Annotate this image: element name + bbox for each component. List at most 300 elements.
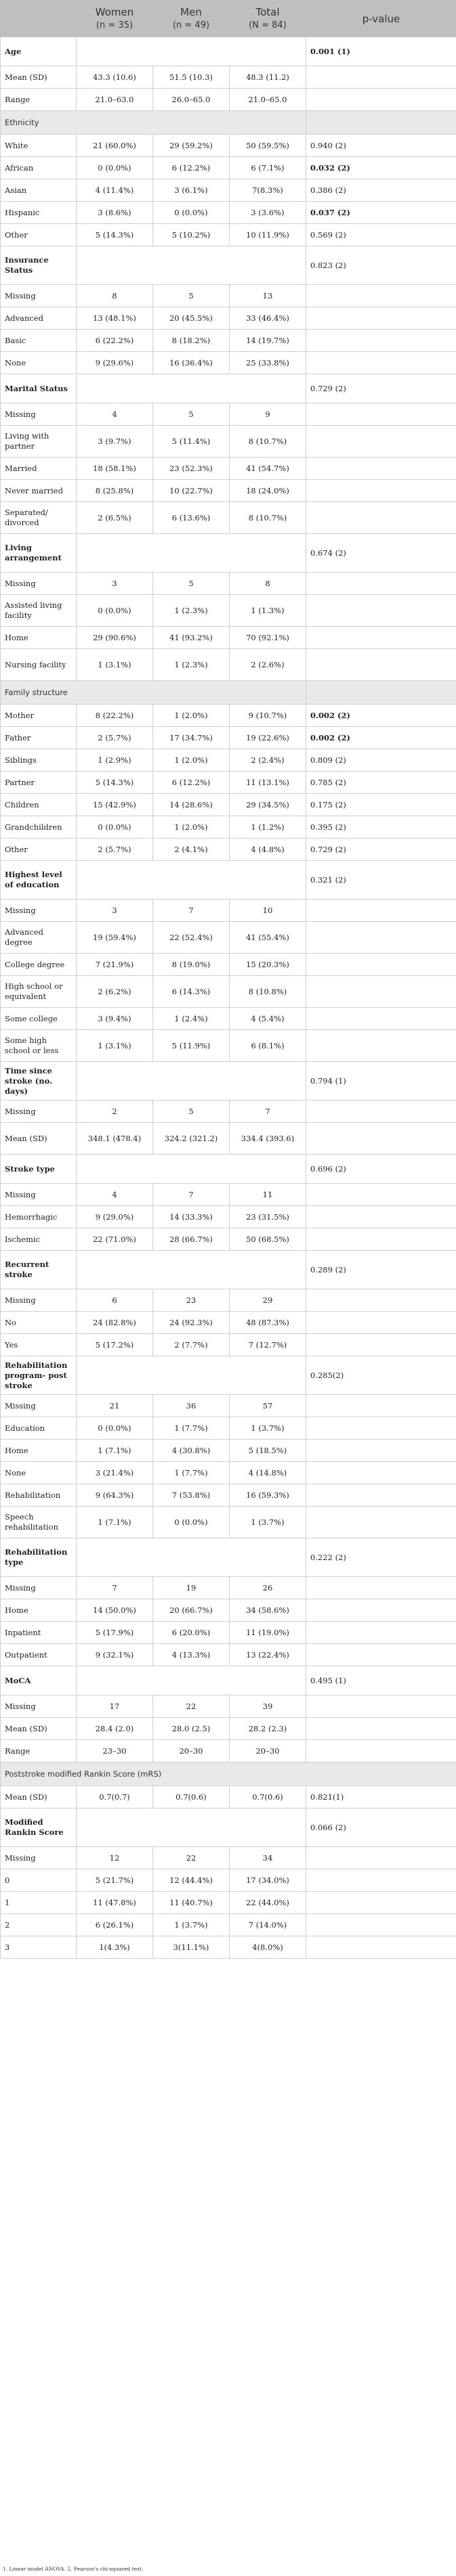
table-row [1, 1184, 456, 1206]
women-value: 1 (7.1%) [77, 1440, 153, 1462]
category-label: Missing [1, 1577, 77, 1599]
p-value-cell: 0.285(2) [306, 1356, 456, 1395]
women-value: 15 (42.9%) [77, 794, 153, 816]
p-value-cell: 0.823 (2) [306, 246, 456, 285]
subheader-row [1, 1251, 456, 1289]
category-label: Mean (SD) [1, 1123, 77, 1155]
women-value: 28.4 (2.0) [77, 1718, 153, 1740]
total-value: 8 (10.7%) [230, 426, 306, 458]
women-value: 6 (26.1%) [77, 1914, 153, 1936]
women-value: 3 (9.4%) [77, 1008, 153, 1030]
men-value: 14 (28.6%) [153, 794, 230, 816]
p-value-cell [306, 1462, 456, 1484]
men-value: 1 (2.0%) [153, 816, 230, 839]
women-value: 1 (3.1%) [77, 1030, 153, 1062]
table-row [1, 1462, 456, 1484]
women-value: 348.1 (478.4) [77, 1123, 153, 1155]
subheader-row [1, 1666, 456, 1695]
variable-label: Living arrangement [1, 534, 77, 573]
men-value: 5 [153, 573, 230, 595]
women-value: 24 (82.8%) [77, 1312, 153, 1334]
p-value-cell [306, 1936, 456, 1959]
table-row [1, 330, 456, 352]
women-value: 3 [77, 900, 153, 922]
total-value: 6 (7.1%) [230, 157, 306, 179]
header-men [153, 1, 230, 37]
total-value: 22 (44.0%) [230, 1892, 306, 1914]
table-row [1, 1622, 456, 1644]
table-row [1, 749, 456, 772]
men-value: 7 [153, 1184, 230, 1206]
men-value: 1 (2.0%) [153, 749, 230, 772]
table-row [1, 1599, 456, 1622]
p-value-cell [306, 480, 456, 502]
variable-label: Stroke type [1, 1155, 77, 1184]
total-value: 8 (10.8%) [230, 976, 306, 1008]
p-value-cell: 0.696 (2) [306, 1155, 456, 1184]
women-value: 3 (8.6%) [77, 202, 153, 224]
p-value-cell [306, 1507, 456, 1538]
p-value-cell [306, 1289, 456, 1312]
men-value: 5 (11.9%) [153, 1030, 230, 1062]
men-value: 0 (0.0%) [153, 1507, 230, 1538]
category-label: Rehabilitation [1, 1484, 77, 1507]
subheader-row [1, 1808, 456, 1847]
p-value-cell [306, 1030, 456, 1062]
p-value-cell [306, 352, 456, 374]
men-value: 14 (33.3%) [153, 1206, 230, 1228]
men-value: 16 (36.4%) [153, 352, 230, 374]
category-label: Range [1, 1740, 77, 1762]
header-blank [1, 1, 77, 37]
variable-label: Insurance Status [1, 246, 77, 285]
men-value: 2 (4.1%) [153, 839, 230, 861]
p-value-cell: 0.940 (2) [306, 135, 456, 157]
p-value-cell [306, 900, 456, 922]
total-value: 1 (1.3%) [230, 595, 306, 627]
women-value: 12 [77, 1847, 153, 1869]
p-value-cell [306, 307, 456, 330]
table-row [1, 1030, 456, 1062]
women-value: 3 (9.7%) [77, 426, 153, 458]
p-value-cell [306, 1740, 456, 1762]
women-value: 1 (2.9%) [77, 749, 153, 772]
table-row [1, 1644, 456, 1666]
table-row [1, 179, 456, 202]
total-value: 17 (34.0%) [230, 1869, 306, 1892]
total-value: 0.7(0.6) [230, 1786, 306, 1808]
p-value-cell [306, 458, 456, 480]
women-value: 5 (14.3%) [77, 224, 153, 246]
category-label: 1 [1, 1892, 77, 1914]
category-label: Missing [1, 285, 77, 307]
p-value-cell [306, 1206, 456, 1228]
table-row [1, 1334, 456, 1356]
category-label: None [1, 1462, 77, 1484]
variable-label: Rehabilitation type [1, 1538, 77, 1577]
header-women-label: Women [95, 5, 134, 18]
total-value: 13 (22.4%) [230, 1644, 306, 1666]
table-row [1, 1869, 456, 1892]
total-value: 6 (8.1%) [230, 1030, 306, 1062]
category-label: Inpatient [1, 1622, 77, 1644]
subheader-row [1, 37, 456, 66]
men-value: 6 (20.0%) [153, 1622, 230, 1644]
category-label: Missing [1, 573, 77, 595]
men-value: 1 (2.3%) [153, 649, 230, 681]
section-label: Ethnicity [1, 111, 306, 135]
p-value-cell: 0.729 (2) [306, 374, 456, 403]
section-label: Family structure [1, 681, 306, 705]
men-value: 29 (59.2%) [153, 135, 230, 157]
men-value: 1 (7.7%) [153, 1462, 230, 1484]
p-value-cell [306, 1869, 456, 1892]
p-value-cell: 0.821(1) [306, 1786, 456, 1808]
category-label: Separated/ divorced [1, 502, 77, 534]
p-value-cell: 0.569 (2) [306, 224, 456, 246]
total-value: 48.3 (11.2) [230, 66, 306, 89]
variable-label: MoCA [1, 1666, 77, 1695]
men-value: 4 (30.8%) [153, 1440, 230, 1462]
men-value: 5 (10.2%) [153, 224, 230, 246]
subheader-row [1, 1062, 456, 1101]
p-value-cell [306, 66, 456, 89]
women-value: 13 (48.1%) [77, 307, 153, 330]
women-value: 7 [77, 1577, 153, 1599]
p-value-cell: 0.032 (2) [306, 157, 456, 179]
p-value-cell [306, 1847, 456, 1869]
variable-label: Highest level of education [1, 861, 77, 900]
p-value-cell [306, 681, 456, 705]
total-value: 11 (13.1%) [230, 772, 306, 794]
table-row [1, 1417, 456, 1440]
category-label: Father [1, 727, 77, 749]
category-label: Grandchildren [1, 816, 77, 839]
total-value: 18 (24.0%) [230, 480, 306, 502]
category-label: Missing [1, 1101, 77, 1123]
women-value: 0 (0.0%) [77, 1417, 153, 1440]
men-value: 1 (3.7%) [153, 1914, 230, 1936]
p-value-cell [306, 285, 456, 307]
table-row [1, 922, 456, 954]
p-value-cell: 0.175 (2) [306, 794, 456, 816]
p-value-cell [306, 1695, 456, 1718]
p-value-cell [306, 1914, 456, 1936]
blank-cell [77, 1808, 306, 1847]
men-value: 0 (0.0%) [153, 202, 230, 224]
table-row [1, 816, 456, 839]
p-value-cell: 0.002 (2) [306, 727, 456, 749]
blank-cell [77, 1356, 306, 1395]
total-value: 4 (4.8%) [230, 839, 306, 861]
table-header-row [1, 1, 456, 37]
category-label: Hemorrhagic [1, 1206, 77, 1228]
p-value-cell [306, 1892, 456, 1914]
total-value: 28.2 (2.3) [230, 1718, 306, 1740]
men-value: 28.0 (2.5) [153, 1718, 230, 1740]
variable-label: Marital Status [1, 374, 77, 403]
total-value: 34 [230, 1847, 306, 1869]
table-footnote: 1. Linear model ANOVA. 2. Pearson's chi-squared test. [3, 2566, 144, 2572]
total-value: 7(8.3%) [230, 179, 306, 202]
men-value: 3(11.1%) [153, 1936, 230, 1959]
subheader-row [1, 861, 456, 900]
table-row [1, 1740, 456, 1762]
category-label: High school or equivalent [1, 976, 77, 1008]
total-value: 334.4 (393.6) [230, 1123, 306, 1155]
table-row [1, 458, 456, 480]
category-label: 2 [1, 1914, 77, 1936]
women-value: 14 (50.0%) [77, 1599, 153, 1622]
variable-label: Rehabilitation program- post stroke [1, 1356, 77, 1395]
table-row [1, 976, 456, 1008]
women-value: 21 [77, 1395, 153, 1417]
women-value: 4 [77, 403, 153, 426]
header-men-label: Men [180, 5, 202, 18]
category-label: Never married [1, 480, 77, 502]
p-value-cell [306, 1440, 456, 1462]
p-value-cell [306, 502, 456, 534]
women-value: 0 (0.0%) [77, 595, 153, 627]
table-row [1, 573, 456, 595]
men-value: 6 (13.6%) [153, 502, 230, 534]
table-row [1, 1695, 456, 1718]
men-value: 8 (19.0%) [153, 954, 230, 976]
women-value: 2 (5.7%) [77, 839, 153, 861]
category-label: 0 [1, 1869, 77, 1892]
total-value: 7 (12.7%) [230, 1334, 306, 1356]
table-row [1, 1718, 456, 1740]
men-value: 20 (66.7%) [153, 1599, 230, 1622]
men-value: 8 (18.2%) [153, 330, 230, 352]
category-label: Yes [1, 1334, 77, 1356]
category-label: Missing [1, 900, 77, 922]
total-value: 29 (34.5%) [230, 794, 306, 816]
total-value: 1 (3.7%) [230, 1417, 306, 1440]
men-value: 6 (12.2%) [153, 772, 230, 794]
men-value: 6 (14.3%) [153, 976, 230, 1008]
p-value-cell [306, 1622, 456, 1644]
p-value-cell: 0.222 (2) [306, 1538, 456, 1577]
category-label: 3 [1, 1936, 77, 1959]
total-value: 50 (68.5%) [230, 1228, 306, 1251]
women-value: 2 (6.2%) [77, 976, 153, 1008]
table-row [1, 727, 456, 749]
men-value: 4 (13.3%) [153, 1644, 230, 1666]
p-value-cell [306, 426, 456, 458]
section-label: Poststroke modified Rankin Score (mRS) [1, 1762, 456, 1786]
category-label: Mean (SD) [1, 1718, 77, 1740]
women-value: 8 (22.2%) [77, 705, 153, 727]
women-value: 17 [77, 1695, 153, 1718]
category-label: Children [1, 794, 77, 816]
variable-label: Recurrent stroke [1, 1251, 77, 1289]
total-value: 23 (31.5%) [230, 1206, 306, 1228]
men-value: 23 [153, 1289, 230, 1312]
category-label: Asian [1, 179, 77, 202]
men-value: 5 [153, 285, 230, 307]
women-value: 7 (21.9%) [77, 954, 153, 976]
women-value: 4 [77, 1184, 153, 1206]
women-value: 21.0–63.0 [77, 89, 153, 111]
men-value: 7 (53.8%) [153, 1484, 230, 1507]
category-label: Speech rehabilitation [1, 1507, 77, 1538]
table-row [1, 1892, 456, 1914]
table-body [1, 37, 456, 1959]
men-value: 1 (7.7%) [153, 1417, 230, 1440]
category-label: Mean (SD) [1, 66, 77, 89]
p-value-cell [306, 1312, 456, 1334]
table-row [1, 900, 456, 922]
category-label: Missing [1, 1289, 77, 1312]
women-value: 4 (11.4%) [77, 179, 153, 202]
p-value-cell [306, 1008, 456, 1030]
total-value: 5 (18.5%) [230, 1440, 306, 1462]
category-label: Hispanic [1, 202, 77, 224]
header-total [230, 1, 306, 37]
category-label: Nursing facility [1, 649, 77, 681]
total-value: 8 (10.7%) [230, 502, 306, 534]
table-row [1, 403, 456, 426]
table-row [1, 1289, 456, 1312]
blank-cell [77, 1666, 306, 1695]
category-label: Missing [1, 1847, 77, 1869]
men-value: 22 (52.4%) [153, 922, 230, 954]
men-value: 2 (7.7%) [153, 1334, 230, 1356]
women-value: 0 (0.0%) [77, 816, 153, 839]
table-row [1, 66, 456, 89]
men-value: 1 (2.4%) [153, 1008, 230, 1030]
total-value: 20–30 [230, 1740, 306, 1762]
total-value: 4(8.0%) [230, 1936, 306, 1959]
women-value: 5 (17.2%) [77, 1334, 153, 1356]
women-value: 0 (0.0%) [77, 157, 153, 179]
category-label: Ischemic [1, 1228, 77, 1251]
men-value: 5 (11.4%) [153, 426, 230, 458]
table-row [1, 1914, 456, 1936]
table-row [1, 426, 456, 458]
p-value-cell [306, 403, 456, 426]
p-value-cell [306, 649, 456, 681]
total-value: 70 (92.1%) [230, 627, 306, 649]
men-value: 10 (22.7%) [153, 480, 230, 502]
men-value: 41 (93.2%) [153, 627, 230, 649]
blank-cell [77, 374, 306, 403]
subheader-row [1, 1155, 456, 1184]
women-value: 43.3 (10.6) [77, 66, 153, 89]
category-label: Partner [1, 772, 77, 794]
total-value: 29 [230, 1289, 306, 1312]
p-value-cell [306, 976, 456, 1008]
table-row [1, 627, 456, 649]
table-row [1, 1008, 456, 1030]
p-value-cell [306, 1123, 456, 1155]
header-women [77, 1, 153, 37]
men-value: 5 [153, 403, 230, 426]
section-header-row [1, 681, 456, 705]
men-value: 11 (40.7%) [153, 1892, 230, 1914]
total-value: 7 (14.0%) [230, 1914, 306, 1936]
total-value: 1 (3.7%) [230, 1507, 306, 1538]
category-label: Other [1, 224, 77, 246]
category-label: African [1, 157, 77, 179]
table-row [1, 1936, 456, 1959]
men-value: 36 [153, 1395, 230, 1417]
p-value-cell: 0.674 (2) [306, 534, 456, 573]
total-value: 19 (22.6%) [230, 727, 306, 749]
total-value: 21.0–65.0 [230, 89, 306, 111]
category-label: Mean (SD) [1, 1786, 77, 1808]
total-value: 11 (19.0%) [230, 1622, 306, 1644]
p-value-cell [306, 89, 456, 111]
p-value-cell: 0.395 (2) [306, 816, 456, 839]
total-value: 25 (33.8%) [230, 352, 306, 374]
table-row [1, 649, 456, 681]
men-value: 17 (34.7%) [153, 727, 230, 749]
total-value: 39 [230, 1695, 306, 1718]
variable-label: Age [1, 37, 77, 66]
table-row [1, 1440, 456, 1462]
category-label: Some college [1, 1008, 77, 1030]
category-label: Assisted living facility [1, 595, 77, 627]
men-value: 23 (52.3%) [153, 458, 230, 480]
blank-cell [77, 861, 306, 900]
p-value-cell [306, 330, 456, 352]
table-row [1, 1206, 456, 1228]
total-value: 10 (11.9%) [230, 224, 306, 246]
p-value-cell: 0.002 (2) [306, 705, 456, 727]
table-row [1, 1123, 456, 1155]
table-row [1, 1577, 456, 1599]
table-row [1, 135, 456, 157]
total-value: 4 (14.8%) [230, 1462, 306, 1484]
p-value-cell [306, 954, 456, 976]
category-label: Home [1, 1599, 77, 1622]
header-men-n: (n = 49) [172, 20, 210, 30]
variable-label: Time since stroke (no. days) [1, 1062, 77, 1101]
category-label: Advanced [1, 307, 77, 330]
table-row [1, 224, 456, 246]
p-value-cell: 0.289 (2) [306, 1251, 456, 1289]
men-value: 51.5 (10.3) [153, 66, 230, 89]
total-value: 2 (2.6%) [230, 649, 306, 681]
men-value: 28 (66.7%) [153, 1228, 230, 1251]
women-value: 5 (21.7%) [77, 1869, 153, 1892]
p-value-cell: 0.495 (1) [306, 1666, 456, 1695]
p-value-cell: 0.037 (2) [306, 202, 456, 224]
women-value: 8 [77, 285, 153, 307]
category-label: Home [1, 1440, 77, 1462]
table-row [1, 307, 456, 330]
total-value: 3 (3.6%) [230, 202, 306, 224]
total-value: 11 [230, 1184, 306, 1206]
p-value-cell [306, 1334, 456, 1356]
blank-cell [77, 1251, 306, 1289]
men-value: 26.0–65.0 [153, 89, 230, 111]
women-value: 3 [77, 573, 153, 595]
p-value-cell: 0.785 (2) [306, 772, 456, 794]
men-value: 5 [153, 1101, 230, 1123]
men-value: 22 [153, 1695, 230, 1718]
women-value: 3 (21.4%) [77, 1462, 153, 1484]
category-label: Home [1, 627, 77, 649]
table-row [1, 1228, 456, 1251]
total-value: 13 [230, 285, 306, 307]
category-label: None [1, 352, 77, 374]
women-value: 5 (17.9%) [77, 1622, 153, 1644]
blank-cell [77, 1538, 306, 1577]
total-value: 48 (87.3%) [230, 1312, 306, 1334]
